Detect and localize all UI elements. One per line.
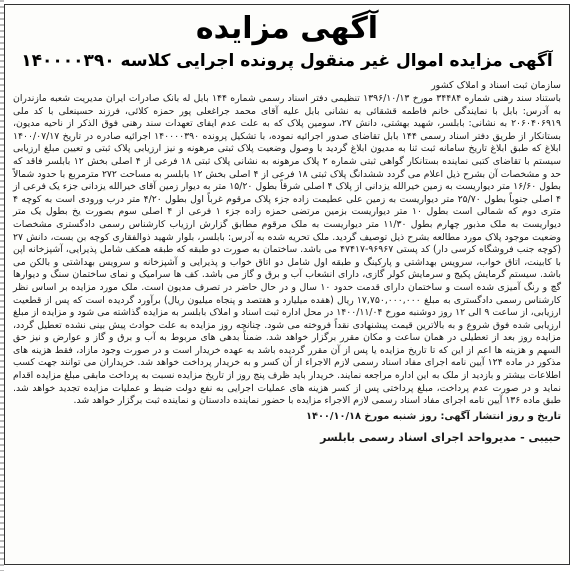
- notice-title: آگهی مزایده: [195, 11, 379, 46]
- notice-frame: [4, 4, 570, 565]
- signature-line: حبیبی - مدیرواحد اجرای اسناد رسمی بابلسر: [320, 430, 561, 444]
- publication-date: تاریخ و روز انتشار آگهی: روز شنبه مورخ ۱۴۰۰/۱۰/۱۸: [305, 410, 561, 422]
- notice-body: باستناد سند رهنی شماره ۳۴۴۸۴ مورخ ۱۳۹۶/۱۰/۱۳ تنظیمی دفتر اسناد رسمی شماره ۱۴۴ بابل له بانک صادرات ایران مدیریت شعبه مازندران به آدرس: بابل با نمایندگی خانم فاطمه قشقائی به نشانی بابل علیه آقای محمد جراغعلی پور حمزه کلائی، فرزند حسینعلی با کد ملی ۲۰۶۰۴۰۶۹۱۹ به نشانی: بابلسر، شهید بهشتی، دانش ۲۷، سومین پلاک که به علت عدم ایفای تعهدات سند رهنی فوق الذکر از ناحیه مدیون، بستانکار از طریق دفتر اسناد رسمی ۱۴۴ بابل تقاضای صدور اجرائیه نموده، با تشکیل پرونده ۱۴۰۰۰۰۳۹۰ اجرائیه صادره در تاریخ ۱۴۰۰/۰۷/۱۷ ابلاغ که طبق ابلاغ تاریخ سامانه ثبت ثنا به مدیون ابلاغ گردید با وصول وضعیت پلاک ثبتی مرهونه و نیز ارزیابی پلاک ثبتی و تعیین مبلغ ارزیابی سیستم با تقاضای کتبی نماینده بستانکار گواهی ثبتی شماره ۲ پلاک مرهونه به نشانی پلاک ثبتی ۱۸ فرعی از ۴ اصلی بخش ۱۲ بابلسر فاقد که حد و مشخصات آن بشرح ذیل اعلام می گردد ششدانگ پلاک ثبتی ۱۸ فرعی از ۴ اصلی بخش ۱۲ بابلسر به مساحت ۲۷۲ مترمربع با حدود شمالاً بطول ۱۶/۶۰ متر دیواریست به زمین خیرالله یزدانی از پلاک ۴ اصلی شرقاً بطول ۱۵/۲۰ متر به دیوار زمین آقای خیرالله یزدانی جزء یک فرعی از ۴ اصلی جنوباً بطول ۲۵/۷۰ متر دیواریست به زمین علی عطیمت زاده جزء پلاک مرقوم غرباً اول بطول ۴/۲۰ متر درب ورودی است به کوچه ۴ متری دوم که شمالی است بطول ۱۰ متر دیواریست بزمین مرتضی حمزه زاده جزء ۱ فرعی از ۴ اصلی سوم بصورت یخ بطول یک متر دیواریست به ملک مذبور چهارم بطول ۱۱/۳۰ متر دیواریست به ملک مرقوم مطابق گزارش ارزیاب کارشناس رسمی دادگستری مشخصات وضعیت موجود پلاک مورد مطالعه بشرح ذیل توصیف گردید. ملک تحریه شده به آدرس: بابلسر، بلوار شهید ذوالفقاری کوچه بن بست، دانش ۲۷ (کوچه جنب فروشگاه کرسی دار) کد پستی ۹۶۹۶۷-۴۷۴۱۷ می باشد. ساختمان به صورت دو طبقه که طبقه همکف شامل پذیرایی، آشپزخانه اپن با کابینت، اتاق خواب، سرویس بهداشتی و پارکینگ و طبقه اول شامل دو اتاق خواب و پذیرایی و آشپزخانه و سرویس بهداشتی و بالکن می باشد. سیستم گرمایش پکیج و سرمایش کولر گازی، دارای انشعاب آب و برق و گاز می باشد. کف ها سرامیک و نمای ساختمان سنگ و دیوارها گچ و رنگ آمیزی شده است و ساختمان دارای قدمت حدود ۱۰ سال و در حال حاضر در تصرف مدیون است. ملک مورد مزایده بر اساس نظر کارشناس رسمی دادگستری به مبلغ ۱۷,۷۵۰,۰۰۰,۰۰۰ ریال (هفده میلیارد و هفتصد و پنجاه میلیون ریال) برآورد گردیده است که پس از قطعیت ارزیابی، از ساعت ۹ الی ۱۲ روز دوشنبه مورخ ۱۴۰۰/۱۱/۰۴ در محل اداره ثبت اسناد و املاک بابلسر به مزایده گذاشته می شود و مزایده از مبلغ ارزیابی شده فوق شروع و به بالاترین قیمت پیشنهادی نقداً فروخته می شود. چنانچه روز مزایده به علت حوادث پیش بینی نشده تعطیل گردد، مزایده روز بعد از تعطیلی در همان ساعت و مکان مقرر برگزار خواهد شد. ضمناً بدهی های مربوط به آب و برق و گاز و عوارض و نیز حق السهم و هزینه ها اعم از این که تا تاریخ مزایده یا پس از آن مقرر گردیده باشد به عهده خریدار است و در صورت وجود مازاد، فقط هزینه های مذکور در ماده ۱۲۴ آیین نامه اجرای مفاد اسناد رسمی لازم الاجراء از آن کسر و به خریدار پرداخت خواهد شد. خریداران می توانند جهت کسب اطلاعات بیشتر و بازدید از ملک به این اداره مراجعه نمایند. خریدار باید ظرف پنج روز از تاریخ مزایده نسبت به پرداخت مابقی مبلغ مزایده اقدام نماید و در صورت عدم پرداخت، مبلغ پرداختی پس از کسر هزینه های عملیات اجرایی به نفع دولت ضبط و عملیات مزایده تجدید خواهد شد. طبق ماده ۱۳۶ آیین نامه اجرای مفاد اسناد رسمی لازم الاجراء مزایده با حضور نماینده دادستان و نماینده ثبت برگزار خواهد شد.: [13, 93, 562, 407]
- organization-line: سازمان ثبت اسناد و املاک کشور: [431, 80, 561, 91]
- notice-content: [13, 11, 561, 558]
- notice-subtitle: آگهی مزایده اموال غیر منقول پرونده اجرایی کلاسه ۱۴۰۰۰۰۳۹۰: [21, 51, 553, 71]
